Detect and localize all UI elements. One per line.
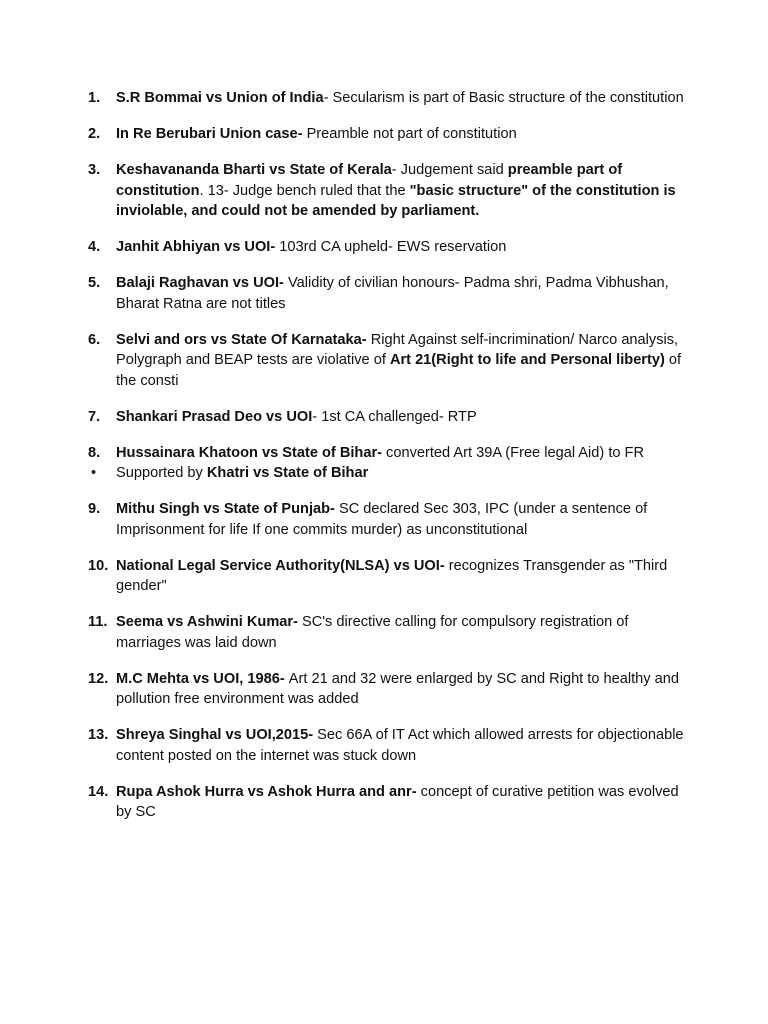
list-item (88, 124, 688, 145)
case-description: Validity of civilian honours- Padma shri, Padma Vibhushan, Bharat Ratna are not titles (116, 275, 669, 312)
case-description: of the consti (116, 352, 682, 389)
item-text (116, 558, 667, 595)
list-item (88, 237, 688, 258)
case-name-bold: Keshavananda Bharti vs State of Kerala (116, 162, 392, 178)
case-name-bold: S.R Bommai vs Union of India (116, 90, 324, 106)
list-item (88, 88, 688, 109)
item-text (116, 90, 684, 106)
case-description: 103rd CA upheld- EWS reservation (279, 239, 507, 255)
item-number: 1. (88, 90, 101, 106)
case-description: SC declared Sec 303, IPC (under a sentence of Imprisonment for life If one commits murder) as unconstitutional (116, 501, 648, 538)
case-name-bold: M.C Mehta vs UOI, 1986- (116, 670, 289, 687)
list-item (88, 725, 688, 766)
case-name-bold: preamble part of constitution (116, 162, 623, 199)
list-item (88, 499, 688, 540)
case-name-bold: Art 21(Right to life and Personal liberty) (389, 352, 665, 368)
list-item (88, 556, 688, 597)
item-text (116, 275, 669, 312)
item-number: 4. (88, 239, 101, 255)
list-item (88, 407, 688, 428)
item-number: 11. (88, 614, 108, 630)
item-text (116, 126, 517, 142)
case-name-bold: Shreya Singhal vs UOI,2015- (116, 727, 318, 743)
sub-bullet-item (88, 463, 688, 484)
case-name-bold: Balaji Raghavan vs UOI- (116, 275, 288, 291)
case-name-bold: National Legal Service Authority(NLSA) vs UOI- (116, 557, 449, 574)
case-name-bold: Khatri vs State of Bihar (206, 465, 369, 481)
case-name-bold: In Re Berubari Union case- (116, 126, 307, 142)
list-item (88, 273, 688, 314)
item-number: 3. (88, 162, 101, 178)
case-name-bold: Seema vs Ashwini Kumar- (116, 614, 302, 630)
list-item (88, 612, 688, 653)
case-description: Art 21 and 32 were enlarged by SC and Right to healthy and pollution free environment was added (116, 670, 679, 707)
item-text (116, 332, 681, 389)
case-name-bold: "basic structure" of the constitution is inviolable, and could not be amended by parliament. (116, 182, 676, 219)
list-item (88, 330, 688, 392)
case-name-bold: Mithu Singh vs State of Punjab- (116, 501, 339, 517)
list-item (88, 160, 688, 222)
item-number: 7. (88, 408, 101, 425)
item-text (116, 162, 676, 219)
case-description: Preamble not part of constitution (306, 126, 517, 142)
case-description: . 13- Judge bench ruled that the (199, 182, 410, 199)
item-number: 9. (88, 501, 101, 517)
item-text (116, 614, 628, 651)
case-description: SC's directive calling for compulsory registration of marriages was laid down (116, 614, 629, 651)
bullet-icon: • (91, 465, 97, 481)
case-name-bold: Hussainara Khatoon vs State of Bihar- (116, 444, 387, 461)
item-number: 5. (88, 275, 101, 291)
list-item (88, 782, 688, 823)
item-number: 12. (88, 670, 109, 687)
case-name-bold: Selvi and ors vs State Of Karnataka- (116, 331, 371, 348)
item-text (116, 784, 679, 821)
item-text (116, 671, 679, 708)
case-description: concept of curative petition was evolved by SC (116, 783, 679, 820)
case-name-bold: Shankari Prasad Deo vs UOI (116, 408, 313, 425)
item-text (116, 409, 477, 425)
case-description: Right Against self-incrimination/ Narco analysis, Polygraph and BEAP tests are violative of (116, 331, 679, 368)
case-description: converted Art 39A (Free legal Aid) to FR (386, 444, 644, 461)
case-description: - 1st CA challenged- RTP (312, 408, 477, 425)
list-item (88, 669, 688, 710)
case-description: Sec 66A of IT Act which allowed arrests for objectionable content posted on the internet was stuck down (116, 727, 684, 764)
item-text (116, 501, 647, 538)
item-number: 2. (88, 126, 101, 142)
case-list (88, 88, 688, 838)
item-text (116, 239, 506, 255)
item-number: 13. (88, 727, 109, 743)
case-description: Supported by (116, 465, 207, 481)
sub-item-text (116, 465, 368, 481)
item-text (116, 445, 644, 461)
case-name-bold: Rupa Ashok Hurra vs Ashok Hurra and anr- (116, 783, 421, 800)
case-description: recognizes Transgender as "Third gender" (116, 557, 668, 594)
item-number: 14. (88, 783, 109, 800)
item-number: 10. (88, 557, 109, 574)
item-text (116, 727, 684, 764)
list-item (88, 443, 688, 464)
item-number: 6. (88, 331, 101, 348)
case-name-bold: Janhit Abhiyan vs UOI- (116, 239, 280, 255)
case-description: - Secularism is part of Basic structure of the constitution (323, 90, 684, 106)
item-number: 8. (88, 444, 101, 461)
case-description: - Judgement said (391, 162, 508, 178)
